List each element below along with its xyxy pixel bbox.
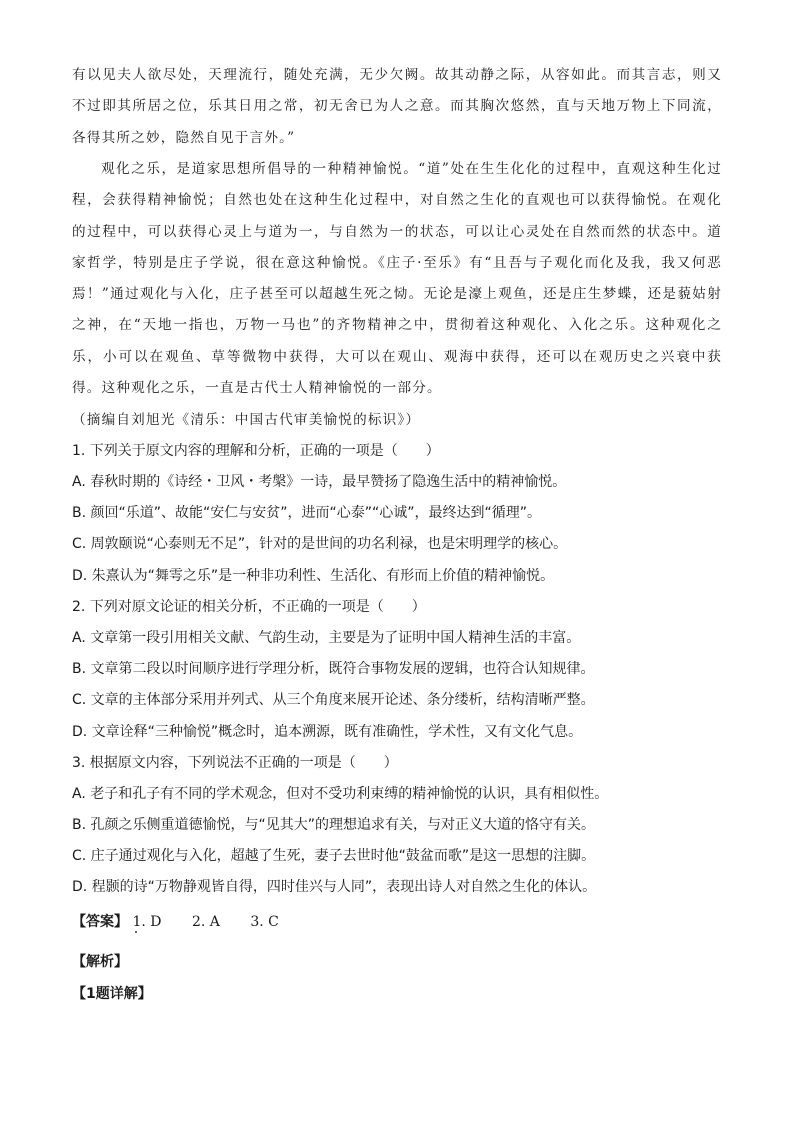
answer-item-3: 3. C [250,914,279,930]
question-1-stem: 1. 下列关于原文内容的理解和分析，正确的一项是（ ） [72,443,440,459]
question-1-option-d: D. 朱熹认为“舞雩之乐”是一种非功利性、生活化、有形而上价值的精神愉悦。 [72,568,555,584]
question-1-option-b: B. 颜回“乐道”、故能“安仁与安贫”，进而“心泰”“心诚”，最终达到“循理”。 [72,505,542,521]
answer-label: 【答案】 [72,914,128,930]
question-1-option-a: A. 春秋时期的《诗经・卫风・考槃》一诗，最早赞扬了隐逸生活中的精神愉悦。 [72,474,567,490]
question-3-option-a: A. 老子和孔子有不同的学术观念，但对不受功利束缚的精神愉悦的认识，具有相似性。 [72,786,609,802]
passage-paragraph-2: 观化之乐，是道家思想所倡导的一种精神愉悦。“道”处在生生化化的过程中，直观这种生化过程，会获得精神愉悦；自然也处在这种生化过程中，对自然之生化的直观也可以获得愉悦。在观化的过程中，可以获得心灵上与道为一，与自然为一的状态，可以让心灵处在自然而然的状态中。道家哲学，特别是庄子学说，很在意这种愉悦。《庄子·至乐》有“且吾与子观化而化及我，我又何恶焉！”通过观化与入化，庄子甚至可以超越生死之恸。无论是濠上观鱼，还是庄生梦蝶，还是藐姑射之神，在“天地一指也，万物一马也”的齐物精神之中，贯彻着这种观化、入化之乐。这种观化之乐，小可以在观鱼、草等微物中获得，大可以在观山、观海中获得，还可以在观历史之兴衰中获得。这种观化之乐，一直是古代士人精神愉悦的一部分。 [72,161,722,397]
question-1-detail-label: 【1题详解】 [72,986,152,1002]
answer-line [72,911,305,931]
question-2-option-a: A. 文章第一段引用相关文献、气韵生动，主要是为了证明中国人精神生活的丰富。 [72,630,581,646]
answer-item-2: 2. A [191,914,220,930]
answer-item-1: 1. D [132,914,162,930]
question-2-stem: 2. 下列对原文论证的相关分析，不正确的一项是（ ） [72,599,426,615]
passage-source: （摘编自刘旭光《清乐：中国古代审美愉悦的标识》） [72,412,421,428]
question-2-option-c: C. 文章的主体部分采用并列式、从三个角度来展开论述、条分缕析，结构清晰严整。 [72,692,595,708]
question-3-stem: 3. 根据原文内容，下列说法不正确的一项是（ ） [72,755,398,771]
passage-paragraph-1: 有以见夫人欲尽处，天理流行，随处充满，无少欠阙。故其动静之际，从容如此。而其言志，则又不过即其所居之位，乐其日用之常，初无舍已为人之意。而其胸次悠然，直与天地万物上下同流，各得其所之妙，隐然自见于言外。” [72,67,722,146]
question-3-option-c: C. 庄子通过观化与入化，超越了生死，妻子去世时他“鼓盆而歌”是这一思想的注脚。 [72,848,596,864]
analysis-label: 【解析】 [72,954,128,970]
question-2-option-d: D. 文章诠释“三种愉悦”概念时，追本溯源，既有准确性，学术性，又有文化气息。 [72,724,583,740]
question-3-option-b: B. 孔颜之乐侧重道德愉悦，与“见其大”的理想追求有关，与对正义大道的恪守有关。 [72,817,596,833]
question-2-option-b: B. 文章第二段以时间顺序进行学理分析，既符合事物发展的逻辑，也符合认知规律。 [72,661,595,677]
question-1-option-c: C. 周敦颐说“心泰则无不足”，针对的是世间的功名利禄，也是宋明理学的核心。 [72,536,568,552]
question-3-option-d: D. 程颢的诗“万物静观皆自得，四时佳兴与人同”，表现出诗人对自然之生化的体认。 [72,879,597,895]
bullet-dot-mark [135,931,137,933]
